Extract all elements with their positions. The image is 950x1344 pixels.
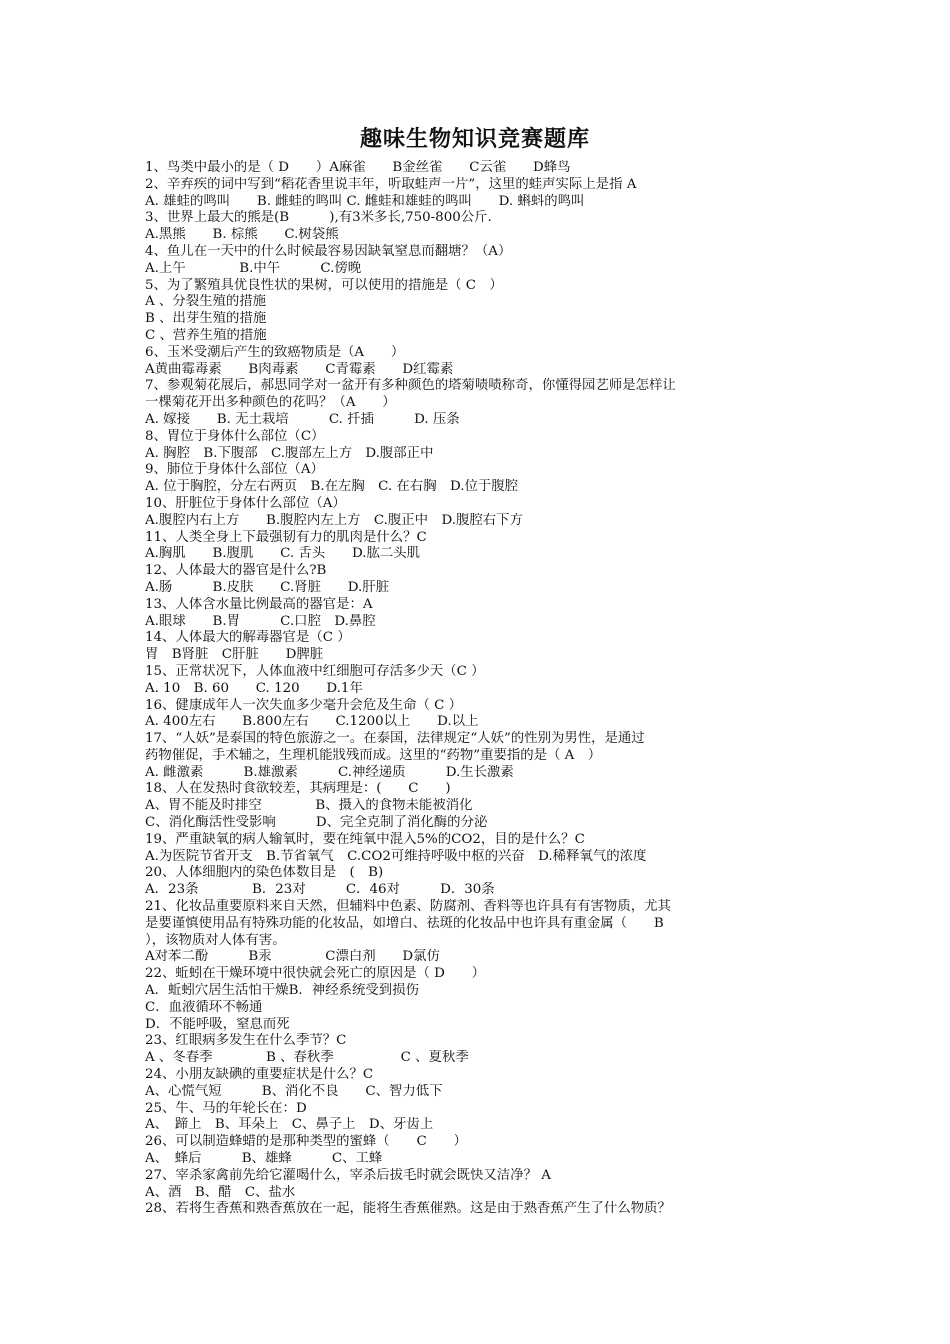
- text-line: A 、分裂生殖的措施: [145, 294, 267, 310]
- text-line: 19、严重缺氧的病人输氧时，要在纯氧中混入5%的CO2，目的是什么？C: [145, 831, 585, 847]
- text-line: 胃 B肾脏 C肝脏 D脾脏: [145, 647, 324, 663]
- text-line: D．不能呼吸，窒息而死: [145, 1016, 290, 1032]
- text-line: 11、人类全身上下最强韧有力的肌肉是什么？C: [145, 529, 427, 545]
- text-line: A．23条 B．23对 C．46对 D．30条: [145, 882, 495, 898]
- text-line: A、 蜂后 B、雄蜂 C、工蜂: [145, 1151, 383, 1167]
- text-line: 25、牛、马的年轮长在：D: [145, 1100, 307, 1116]
- text-line: 20、人体细胞内的染色体数目是 ( B): [145, 865, 384, 881]
- text-line: A．蚯蚓穴居生活怕干燥B．神经系统受到损伤: [145, 983, 419, 999]
- text-line: A. 嫁接 B. 无土栽培 C. 扦插 D. 压条: [145, 411, 460, 427]
- text-line: 是要谨慎使用品有特殊功能的化妆品，如增白、祛斑的化妆品中也许具有重金属（ B: [145, 915, 664, 931]
- text-line: 16、健康成年人一次失血多少毫升会危及生命（ C ）: [145, 697, 462, 713]
- text-line: 3、世界上最大的熊是(B ),有3米多长,750-800公斤.: [145, 210, 492, 226]
- text-line: 18、人在发热时食欲较差，其病理是：( C ): [145, 781, 451, 797]
- text-line: A.眼球 B.胃 C.口腔 D.鼻腔: [145, 613, 376, 629]
- text-line: A黄曲霉毒素 B肉毒素 C青霉素 D红霉素: [145, 361, 454, 377]
- text-line: 9、肺位于身体什么部位（A）: [145, 462, 324, 478]
- text-line: 21、化妆品重要原料来自天然，但辅料中色素、防腐剂、香料等也许具有有害物质，尤其: [145, 899, 671, 915]
- text-line: ），该物质对人体有害。: [145, 932, 286, 948]
- text-line: A、 蹄上 B、耳朵上 C、鼻子上 D、牙齿上: [145, 1117, 434, 1133]
- text-line: 15、正常状况下，人体血液中红细胞可存活多少天（C ）: [145, 663, 485, 679]
- text-line: A.腹腔内右上方 B.腹腔内左上方 C.腹正中 D.腹腔右下方: [145, 512, 523, 528]
- text-line: A 、冬春季 B 、春秋季 C 、夏秋季: [145, 1050, 469, 1066]
- text-line: A.上午 B.中午 C.傍晚: [145, 260, 362, 276]
- text-line: 28、若将生香蕉和熟香蕉放在一起，能将生香蕉催熟。这是由于熟香蕉产生了什么物质？: [145, 1201, 671, 1217]
- text-line: 一棵菊花开出多种颜色的花吗？（A ）: [145, 395, 396, 411]
- text-line: A. 位于胸腔，分左右两页 B.在左胸 C. 在右胸 D.位于腹腔: [145, 479, 519, 495]
- text-line: A. 雌激素 B.雄激素 C.神经递质 D.生长激素: [145, 764, 514, 780]
- text-line: 6、玉米受潮后产生的致癌物质是（A ）: [145, 344, 405, 360]
- text-line: 24、小朋友缺碘的重要症状是什么？C: [145, 1067, 374, 1083]
- text-line: A.黑熊 B. 棕熊 C.树袋熊: [145, 227, 339, 243]
- text-line: A. 400左右 B.800左右 C.1200以上 D.以上: [145, 714, 479, 730]
- text-line: C 、营养生殖的措施: [145, 327, 267, 343]
- text-line: 5、为了繁殖具优良性状的果树，可以使用的措施是（ C ）: [145, 277, 503, 293]
- text-line: 10、肝脏位于身体什么部位（A）: [145, 495, 346, 511]
- text-line: 8、胃位于身体什么部位（C）: [145, 428, 325, 444]
- text-line: A、胃不能及时排空 B、摄入的食物未能被消化: [145, 798, 473, 814]
- text-line: 1、鸟类中最小的是（ D ）A麻雀 B金丝雀 C云雀 D蜂鸟: [145, 160, 571, 175]
- text-line: 27、宰杀家禽前先给它灌喝什么，宰杀后拔毛时就会既快又洁净？ A: [145, 1167, 551, 1183]
- text-line: 7、参观菊花展后，郝思同学对一盆开有多种颜色的塔菊啧啧称奇，你懂得园艺师是怎样让: [145, 378, 676, 394]
- text-line: 13、人体含水量比例最高的器官是：A: [145, 596, 373, 612]
- text-line: A.为医院节省开支 B.节省氧气 C.CO2可维持呼吸中枢的兴奋 D.稀释氧气的浓度: [145, 848, 647, 864]
- text-line: 22、蚯蚓在干燥环境中很快就会死亡的原因是（ D ）: [145, 966, 486, 982]
- text-line: A.肠 B.皮肤 C.肾脏 D.肝脏: [145, 579, 390, 595]
- text-line: 药物催促，手术辅之，生理机能戕残而成。这里的“药物”重要指的是（ A ）: [145, 747, 602, 763]
- text-line: 4、鱼儿在一天中的什么时候最容易因缺氧窒息而翻塘？（A）: [145, 243, 512, 259]
- text-line: 14、人体最大的解毒器官是（C ）: [145, 630, 351, 646]
- text-line: B 、出芽生殖的措施: [145, 311, 267, 327]
- text-line: 2、辛弃疾的词中写到“稻花香里说丰年，听取蛙声一片”，这里的蛙声实际上是指 A: [145, 176, 637, 192]
- question-list: [145, 160, 825, 1218]
- text-line: A、酒 B、醋 C、盐水: [145, 1184, 296, 1200]
- text-line: C、消化酶活性受影响 D、完全克制了消化酶的分泌: [145, 815, 488, 831]
- page-title: 趣味生物知识竞赛题库: [359, 127, 590, 152]
- text-line: A. 胸腔 B.下腹部 C.腹部左上方 D.腹部正中: [145, 445, 434, 461]
- text-line: A. 雄蛙的鸣叫 B. 雌蛙的鸣叫 C. 雌蛙和雄蛙的鸣叫 D. 蝌蚪的鸣叫: [145, 193, 585, 209]
- text-line: A对苯二酚 B汞 C漂白剂 D氯仿: [145, 949, 440, 965]
- text-line: C．血液循环不畅通: [145, 999, 263, 1015]
- text-line: 12、人体最大的器官是什么?B: [145, 563, 327, 579]
- text-line: A.胸肌 B.腹肌 C. 舌头 D.肱二头肌: [145, 546, 421, 562]
- text-line: 23、红眼病多发生在什么季节？C: [145, 1033, 347, 1049]
- text-line: 17、“人妖”是泰国的特色旅游之一。在泰国，法律规定“人妖”的性别为男性，是通过: [145, 731, 645, 747]
- text-line: A、心慌气短 B、消化不良 C、智力低下: [145, 1083, 443, 1099]
- text-line: 26、可以制造蜂蜡的是那种类型的蜜蜂（ C ）: [145, 1134, 467, 1150]
- text-line: A. 10 B. 60 C. 120 D.1年: [145, 680, 363, 696]
